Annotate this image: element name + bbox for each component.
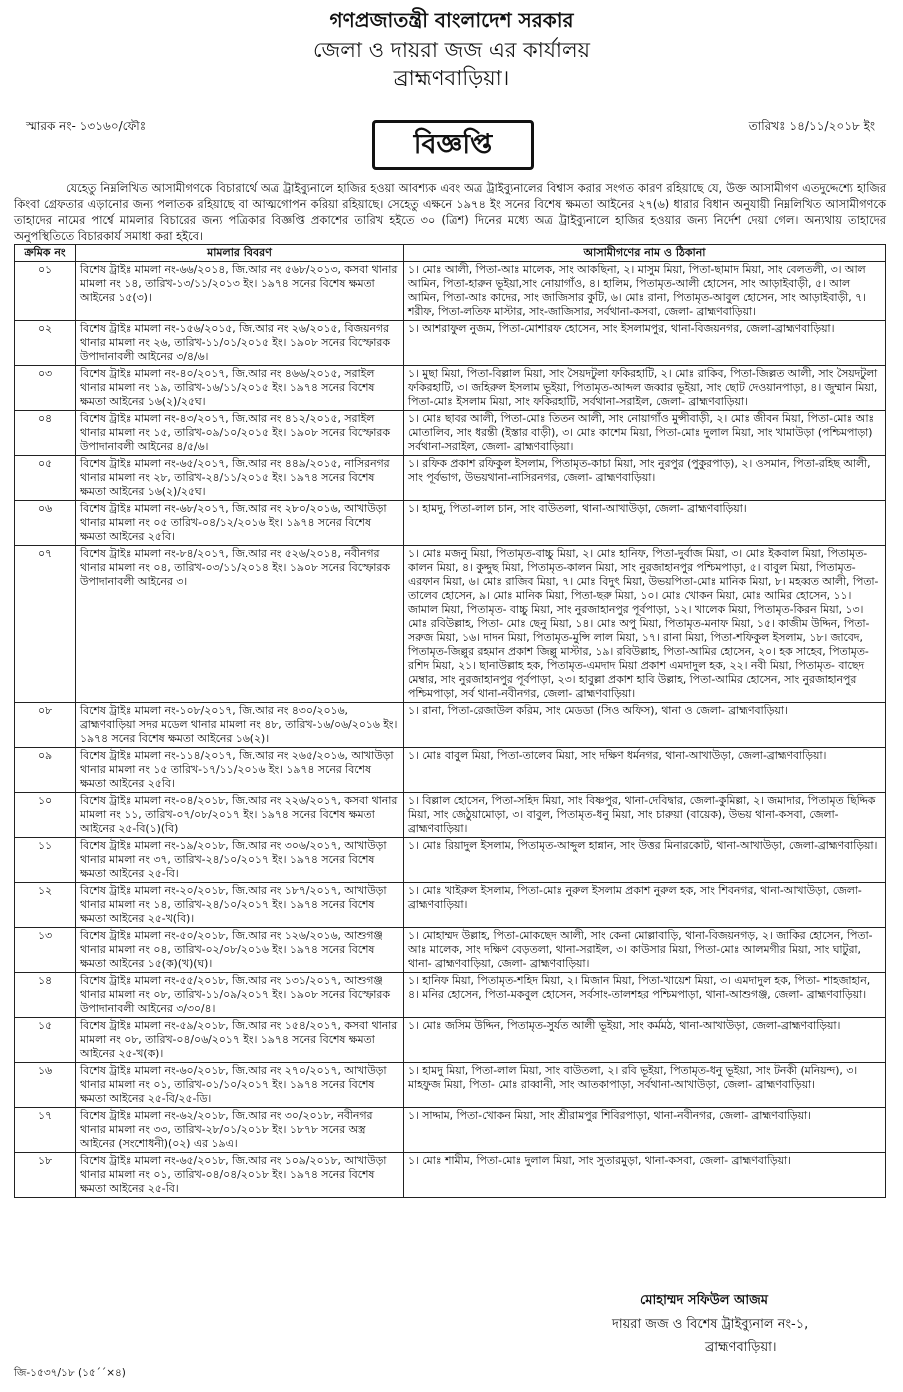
serial-cell: ০৬ (15, 501, 76, 546)
case-details-cell: বিশেষ ট্রাইঃ মামলা নং-৫৯/২০১৮, জি.আর নং ১৫৪/২০১৭, কসবা থানার মামলা নং ০৮, তারিখ-০৪/০৬/২০১৭ ইং। ১৯৭৪ সনের বিশেষ ক্ষমতা আইনের ২৫-খ(ক)। (76, 1018, 404, 1063)
serial-cell: ১৮ (15, 1153, 76, 1198)
table-row (15, 793, 886, 838)
table-row (15, 838, 886, 883)
accused-cell: ১। হামদু, পিতা-লাল চান, সাং বাউতলা, থানা-আখাউড়া, জেলা- ব্রাহ্মণবাড়িয়া। (404, 501, 886, 546)
serial-cell: ১২ (15, 883, 76, 928)
case-details-cell: বিশেষ ট্রাইঃ মামলা নং-৬২/২০১৮, জি.আর নং ৩০/২০১৮, নবীনগর থানার মামলা নং ৩৩, তারিখ-২৮/০১/২০১৮ ইং। ১৮৭৮ সনের অস্ত্র আইনের (সংশোধনী)(০২) এর ১৯এ। (76, 1108, 404, 1153)
accused-cell: ১। আশরাফুল নুজম, পিতা-মোশারফ হোসেন, সাং ইসলামপুর, থানা-বিজয়নগর, জেলা-ব্রাহ্মণবাড়িয়া। (404, 321, 886, 366)
case-details-cell: বিশেষ ট্রাইঃ মামলা নং-৪৩/২০১৭, জি.আর নং ৪১২/২০১৫, সরাইল থানার মামলা নং ১৫, তারিখ-০৯/১০/২০১৫ ইং। ১৯০৮ সনের বিস্ফোরক উপাদানাবলী আইনের ৪/৫/৬। (76, 411, 404, 456)
table-row (15, 1018, 886, 1063)
serial-cell: ১০ (15, 793, 76, 838)
table-row (15, 928, 886, 973)
accused-cell: ১। বিল্লাল হোসেন, পিতা-সহিদ মিয়া, সাং বিষ্ণপুর, থানা-দেবিদ্বার, জেলা-কুমিল্লা, ২। জমাদার, পিতামৃত ছিদ্দিক মিয়া, সাং জেঠুয়ামোড়া, ৩। বাবুল, পিতামৃত-ধনু মিয়া, সাং চারুয়া (বায়েক), উভয় থানা-কসবা, জেলা- ব্রাহ্মণবাড়িয়া। (404, 793, 886, 838)
serial-cell: ০৭ (15, 546, 76, 703)
office-heading: জেলা ও দায়রা জজ এর কার্যালয় (312, 38, 591, 62)
table-row (15, 411, 886, 456)
notice-title: বিজ্ঞপ্তি (372, 120, 534, 170)
case-details-cell: বিশেষ ট্রাইঃ মামলা নং-৪০/২০১৭, জি.আর নং ৪৬৬/২০১৫, সরাইল থানার মামলা নং ১৯, তারিখ-১৬/১১/২০১৫ ইং। ১৯৭৪ সনের বিশেষ ক্ষমতা আইনের ১৬(২)/২৫ঘ। (76, 366, 404, 411)
header-case: মামলার বিবরণ (76, 245, 404, 262)
table-row (15, 546, 886, 703)
serial-cell: ১১ (15, 838, 76, 883)
table-row (15, 501, 886, 546)
accused-cell: ১। মোঃ বাবুল মিয়া, পিতা-তালেব মিয়া, সাং দক্ষিণ ধর্মনগর, থানা-আখাউড়া, জেলা-ব্রাহ্মণবাড়িয়া। (404, 748, 886, 793)
accused-cell: ১। মোঃ খাইরুল ইসলাম, পিতা-মোঃ নুরুল ইসলাম প্রকাশ নুরুল হক, সাং শিবনগর, থানা-আখাউড়া, জেলা- ব্রাহ্মণবাড়িয়া। (404, 883, 886, 928)
header-serial: ক্রমিক নং (15, 245, 76, 262)
table-row (15, 1108, 886, 1153)
accused-cell: ১। হামদু মিয়া, পিতা-লাল মিয়া, সাং বাউতলা, ২। রবি ভূইয়া, পিতামৃত-ধনু ভূইয়া, সাং টনকী (মনিয়ন্দ), ৩। মাহফুজ মিয়া, পিতা- মোঃ রাব্বানী, সাং আতকাপাড়া, সর্বথানা-আখাউড়া, জেলা- ব্রাহ্মণবাড়িয়া। (404, 1063, 886, 1108)
table-row (15, 703, 886, 748)
case-details-cell: বিশেষ ট্রাইঃ মামলা নং-১১৪/২০১৭, জি.আর নং ২৬৫/২০১৬, আখাউড়া থানার মামলা নং ১৫ তারিখ-১৭/১১/২০১৬ ইং। ১৯৭৪ সনের বিশেষ ক্ষমতা আইনের ২৫বি। (76, 748, 404, 793)
serial-cell: ০২ (15, 321, 76, 366)
table-row (15, 1153, 886, 1198)
case-details-cell: বিশেষ ট্রাইঃ মামলা নং-৮৪/২০১৭, জি.আর নং ৫২৬/২০১৪, নবীনগর থানার মামলা নং ০৪, তারিখ-০৩/১১/২০১৪ ইং। ১৯০৮ সনের বিস্ফোরক উপাদানাবলী আইনের ৩। (76, 546, 404, 703)
accused-cell: ১। মোঃ আলী, পিতা-আঃ মালেক, সাং আকছিনা, ২। মাসুম মিয়া, পিতা-ছামাদ মিয়া, সাং বেলতলী, ৩। আল আমিন, পিতা-হারুন ভূইয়া,সাং নোয়াগাঁও, ৪। হালিম, পিতামৃত-আলী হোসেন, সাং আড়াইবাড়ী, ৫। আল আমিন, পিতা-আঃ কাদের, সাং জাজিসার কুটি, ৬। মোঃ রানা, পিতামৃত-আবুল হোসেন, সাং আড়াইবাড়ী, ৭। শরীফ, পিতা-লতিফ মাস্টার, সাং-জাজিসার, সর্বথানা-কসবা, জেলা- ব্রাহ্মণবাড়িয়া। (404, 262, 886, 321)
case-details-cell: বিশেষ ট্রাইঃ মামলা নং-৬৮/২০১৭, জি.আর নং ২৮০/২০১৬, আখাউড়া থানার মামলা নং ০৫ তারিখ-০৪/১২/২০১৬ ইং। ১৯৭৪ সনের বিশেষ ক্ষমতা আইনের ২৫বি। (76, 501, 404, 546)
notice-date: তারিখঃ ১৪/১১/২০১৮ ইং (748, 119, 875, 133)
serial-cell: ১৩ (15, 928, 76, 973)
table-row (15, 748, 886, 793)
table-row (15, 321, 886, 366)
serial-cell: ০৫ (15, 456, 76, 501)
case-details-cell: বিশেষ ট্রাইঃ মামলা নং-২০/২০১৮, জি.আর নং ১৮৭/২০১৭, আখাউড়া থানার মামলা নং ১৪, তারিখ-২৪/১০/২০১৭ ইং। ১৯৭৪ সনের বিশেষ ক্ষমতা আইনের ২৫-খ(বি)। (76, 883, 404, 928)
signatory-name: মোহাম্মদ সফিউল আজম (640, 1293, 769, 1308)
serial-cell: ০৮ (15, 703, 76, 748)
header-accused: আসামীগণের নাম ও ঠিকানা (404, 245, 886, 262)
accused-cell: ১। রফিক প্রকাশ রফিকুল ইসলাম, পিতামৃত-কাচা মিয়া, সাং নুরপুর (পুকুরপাড়), ২। ওসমান, পিতা-রহিছ আলী, সাং পূর্বভাগ, উভয়থানা-নাসিরনগর, জেলা- ব্রাহ্মণবাড়িয়া। (404, 456, 886, 501)
serial-cell: ০১ (15, 262, 76, 321)
case-table-header (15, 245, 886, 262)
case-table (14, 244, 886, 1198)
government-heading: গণপ্রজাতন্ত্রী বাংলাদেশ সরকার (329, 8, 574, 32)
accused-cell: ১। রানা, পিতা-রেজাউল করিম, সাং মেডডা (সিও অফিস), থানা ও জেলা- ব্রাহ্মণবাড়িয়া। (404, 703, 886, 748)
footer-code: জি-১৫৩৭/১৮ (১৫´´×৪) (14, 1367, 126, 1379)
case-details-cell: বিশেষ ট্রাইঃ মামলা নং-১০৮/২০১৭, জি.আর নং ৪৩০/২০১৬, ব্রাহ্মণবাড়িয়া সদর মডেল থানার মামলা নং ৪৮, তারিখ-১৬/০৬/২০১৬ ইং। ১৯৭৪ সনের বিশেষ ক্ষমতা আইনের ১৬(২)। (76, 703, 404, 748)
case-details-cell: বিশেষ ট্রাইঃ মামলা নং-০৪/২০১৮, জি.আর নং ২২৬/২০১৭, কসবা থানার মামলা নং ১১, তারিখ-০৭/০৮/২০১৭ ইং। ১৯৭৪ সনের বিশেষ ক্ষমতা আইনের ২৫-বি(১)(বি) (76, 793, 404, 838)
table-row (15, 366, 886, 411)
case-details-cell: বিশেষ ট্রাইঃ মামলা নং-১৯/২০১৮, জি.আর নং ৩০৬/২০১৭, আখাউড়া থানার মামলা নং ৩৭, তারিখ-২৪/১০/২০১৭ ইং। ১৯৭৪ সনের বিশেষ ক্ষমতা আইনের ২৫-বি। (76, 838, 404, 883)
case-details-cell: বিশেষ ট্রাইঃ মামলা নং-৫৫/২০১৮, জি.আর নং ১৩১/২০১৭, আশুগঞ্জ থানার মামলা নং ০৮, তারিখ-১১/০৯/২০১৭ ইং। ১৯০৮ সনের বিস্ফোরক উপাদানাবলী আইনের ৩/৩০/৪। (76, 973, 404, 1018)
table-row (15, 1063, 886, 1108)
case-details-cell: বিশেষ ট্রাইঃ মামলা নং-৬৫/২০১৮, জি.আর নং ১০৯/২০১৮, আখাউড়া থানার মামলা নং ০১, তারিখ-০৪/০৪/২০১৮ ইং। ১৯৭৪ সনের বিশেষ ক্ষমতা আইনের ২৫-বি। (76, 1153, 404, 1198)
signatory-place: ব্রাহ্মণবাড়িয়া। (705, 1340, 777, 1355)
table-row (15, 262, 886, 321)
case-details-cell: বিশেষ ট্রাইঃ মামলা নং-৬৬/২০১৪, জি.আর নং ৫৬৮/২০১৩, কসবা থানার মামলা নং ১৪, তারিখ-১৩/১১/২০১৩ ইং। ১৯৭৪ সনের বিশেষ ক্ষমতা আইনের ১৫(৩)। (76, 262, 404, 321)
accused-cell: ১। সাদ্দাম, পিতা-খোকন মিয়া, সাং শ্রীরামপুর শিবিরপাড়া, থানা-নবীনগর, জেলা- ব্রাহ্মণবাড়িয়া। (404, 1108, 886, 1153)
accused-cell: ১। মোঃ রিয়াদুল ইসলাম, পিতামৃত-আব্দুল হান্নান, সাং উত্তর মিনারকোট, থানা-আখাউড়া, জেলা-ব্রাহ্মণবাড়িয়া। (404, 838, 886, 883)
accused-cell: ১। মোঃ ছাবর আলী, পিতা-মোঃ তিতন আলী, সাং নোয়াগাঁও মুন্সীবাড়ী, ২। মোঃ জীবন মিয়া, পিতা-মোঃ আঃ মোতালিব, সাং ধরন্তী (ইস্তার বাড়ী), ৩। মোঃ কাশেম মিয়া, পিতা-মোঃ দুলাল মিয়া, সাং খামাউড়া (পশ্চিমপাড়া) সর্বথানা-সরাইল, জেলা- ব্রাহ্মণবাড়িয়া। (404, 411, 886, 456)
accused-cell: ১। মোঃ শামীম, পিতা-মোঃ দুলাল মিয়া, সাং সুতারমুড়া, থানা-কসবা, জেলা- ব্রাহ্মণবাড়িয়া। (404, 1153, 886, 1198)
case-details-cell: বিশেষ ট্রাইঃ মামলা নং-১৫৬/২০১৫, জি.আর নং ২৬/২০১৫, বিজয়নগর থানার মামলা নং ২৬, তারিখ-১১/০১/২০১৫ ইং। ১৯০৮ সনের বিস্ফোরক উপাদানাবলী আইনের ৩/৪/৬। (76, 321, 404, 366)
case-details-cell: বিশেষ ট্রাইঃ মামলা নং-৬৫/২০১৭, জি.আর নং ৪৪৯/২০১৫, নাসিরনগর থানার মামলা নং ২৮, তারিখ-২৪/১১/২০১৫ ইং। ১৯৭৪ সনের বিশেষ ক্ষমতা আইনের ১৬(২)/২৫ঘ। (76, 456, 404, 501)
case-details-cell: বিশেষ ট্রাইঃ মামলা নং-৫০/২০১৮, জি.আর নং ১২৬/২০১৬, আশুগঞ্জ থানার মামলা নং ০৪, তারিখ-০২/০৮/২০১৬ ইং। ১৯৭৪ সনের বিশেষ ক্ষমতা আইনের ১৫(ক)(খ)(ঘ)। (76, 928, 404, 973)
serial-cell: ১৪ (15, 973, 76, 1018)
serial-cell: ০৪ (15, 411, 76, 456)
case-details-cell: বিশেষ ট্রাইঃ মামলা নং-৬০/২০১৮, জি.আর নং ২৭০/২০১৭, আখাউড়া থানার মামলা নং ০১, তারিখ-০১/১০/২০১৭ ইং। ১৯৭৪ সনের বিশেষ ক্ষমতা আইনের ২৫-বি/২৫-ডি। (76, 1063, 404, 1108)
memo-number: স্মারক নং- ১৩১৬০/ফৌঃ (26, 119, 147, 133)
table-row (15, 973, 886, 1018)
district-heading: ব্রাহ্মণবাড়িয়া। (393, 66, 510, 90)
accused-cell: ১। হানিফ মিয়া, পিতামৃত-শহিদ মিয়া, ২। মিজান মিয়া, পিতা-খায়েশ মিয়া, ৩। এমদাদুল হক, পিতা- শাহজাহান, ৪। মনির হোসেন, পিতা-মকবুল হোসেন, সর্বসাং-তালশহর পশ্চিমপাড়া, থানা-আশুগঞ্জ, জেলা- ব্রাহ্মণবাড়িয়া। (404, 973, 886, 1018)
accused-cell: ১। মোঃ মজনু মিয়া, পিতামৃত-বাচ্চু মিয়া, ২। মোঃ হানিফ, পিতা-দুর্বাজ মিয়া, ৩। মোঃ ইকবাল মিয়া, পিতামৃত-কালন মিয়া, ৪। কুদ্দুছ মিয়া, পিতামৃত-কালন মিয়া, সাং নুরজাহানপুর পশ্চিমপাড়া, ৫। বাবুল মিয়া, পিতামৃত-এরফান মিয়া, ৬। মোঃ রাজিব মিয়া, ৭। মোঃ বিদুৎ মিয়া, উভয়পিতা-মোঃ মানিক মিয়া, ৮। মহব্বত আলী, পিতা-তালেব হোসেন, ৯। মোঃ মানিক মিয়া, পিতা-ছরু মিয়া, ১০। মোঃ খোকন মিয়া, মোঃ আমির হোসেন, ১১। জামাল মিয়া, পিতামৃত- বাচ্চু মিয়া, সাং নুরজাহানপুর পূর্বপাড়া, ১২। খালেক মিয়া, পিতামৃত-কিরন মিয়া, ১৩। মোঃ রবিউল্লাহ, পিতা- মোঃ ছেনু মিয়া, ১৪। মোঃ অপু মিয়া, পিতামৃত-মনাফ মিয়া, ১৫। কাজীম উদ্দিন, পিতা-সরুজ মিয়া, ১৬। দাদন মিয়া, পিতামৃত-মুন্সি লাল মিয়া, ১৭। রানা মিয়া, পিতা-শফিকুল ইসলাম, ১৮। জাবেদ, পিতামৃত-জিল্লুর রহমান প্রকাশ জিল্লু মাস্টার, ১৯। রবিউল্লাহ, পিতা-আমির হোসেন, ২০। হক সাহেব, পিতামৃত-রশিদ মিয়া, ২১। ছানাউল্লাহ হক, পিতামৃত-এমদাদ মিয়া প্রকাশ এমদাদুল হক, ২২। নবী মিয়া, পিতামৃত- বাছেদ মেম্বার, সাং নুরজাহানপুর পূর্বপাড়া, ২৩। হাবুল্লা প্রকাশ হাবি উল্লাহ, পিতা-আমির হোসেন, সাং নুরজাহানপুর পশ্চিমপাড়া, সর্ব থানা-নবীনগর, জেলা- ব্রাহ্মণবাড়িয়া। (404, 546, 886, 703)
table-row (15, 883, 886, 928)
accused-cell: ১। মুছা মিয়া, পিতা-বিল্লাল মিয়া, সাং সৈয়দটুলা ফকিরহাটি, ২। মোঃ রাকিব, পিতা-জিল্লত আলী, সাং সৈয়দটুলা ফকিরহাটি, ৩। জহিরুল ইসলাম ভূইয়া, পিতামৃত-আব্দল জব্বার ভূইয়া, সাং ছোট দেওয়ানপাড়া, ৪। জুম্মান মিয়া, পিতা-মোঃ ইসলাম মিয়া, সাং ফকিরহাটি, সর্বথানা-সরাইল, জেলা- ব্রাহ্মণবাড়িয়া। (404, 366, 886, 411)
notice-intro: যেহেতু নিম্নলিখিত আসামীগণকে বিচারার্থে অত্র ট্রাইব্যুনালে হাজির হওয়া আবশ্যক এবং অত্র ট্রাইব্যুনালের বিশ্বাস করার সংগত কারণ রহিয়াছে যে, উক্ত আসামীগণ এতদুদ্দেশ্যে হাজির কিংবা গ্রেফতার এড়ানোর জন্য পলাতক রহিয়াছে বা আত্মগোপন করিয়া রহিয়াছে। সেহেতু এক্ষনে ১৯৭৪ ইং সনের বিশেষ ক্ষমতা আইনের ২৭(৬) ধারার বিধান অনুযায়ী নিম্নলিখিত আসামীগণকে তাহাদের নামের পার্শ্বে মামলার বিচারের জন্য পত্রিকার বিজ্ঞপ্তি প্রকাশের তারিখ হইতে ৩০ (ত্রিশ) দিনের মধ্যে অত্র ট্রাইব্যুনালে হাজির হওয়ার জন্য নির্দেশ দেয়া গেল। অন্যথায় তাহাদের অনুপস্থিতিতে বিচারকার্য সমাধা করা হইবে। (14, 181, 886, 243)
serial-cell: ১৬ (15, 1063, 76, 1108)
serial-cell: ০৯ (15, 748, 76, 793)
signatory-designation: দায়রা জজ ও বিশেষ ট্রাইব্যুনাল নং-১, (612, 1317, 809, 1332)
serial-cell: ১৭ (15, 1108, 76, 1153)
serial-cell: ০৩ (15, 366, 76, 411)
accused-cell: ১। মোহাম্মদ উল্লাহ, পিতা-মোকছেদ আলী, সাং কেনা মোল্লাবাড়ি, থানা-বিজয়নগড়, ২। জাকির হোসেন, পিতা-আঃ মালেক, সাং দক্ষিণ বেড়তলা, থানা-সরাইল, ৩। কাউসার মিয়া, পিতা-মোঃ আলমগীর মিয়া, সাং ঘাটুরা, থানা- ব্রাহ্মণবাড়িয়া, জেলা- ব্রাহ্মণবাড়িয়া। (404, 928, 886, 973)
accused-cell: ১। মোঃ জসিম উদ্দিন, পিতামৃত-সুর্যত আলী ভূইয়া, সাং কর্মমঠ, থানা-আখাউড়া, জেলা-ব্রাহ্মণবাড়িয়া। (404, 1018, 886, 1063)
serial-cell: ১৫ (15, 1018, 76, 1063)
table-row (15, 456, 886, 501)
